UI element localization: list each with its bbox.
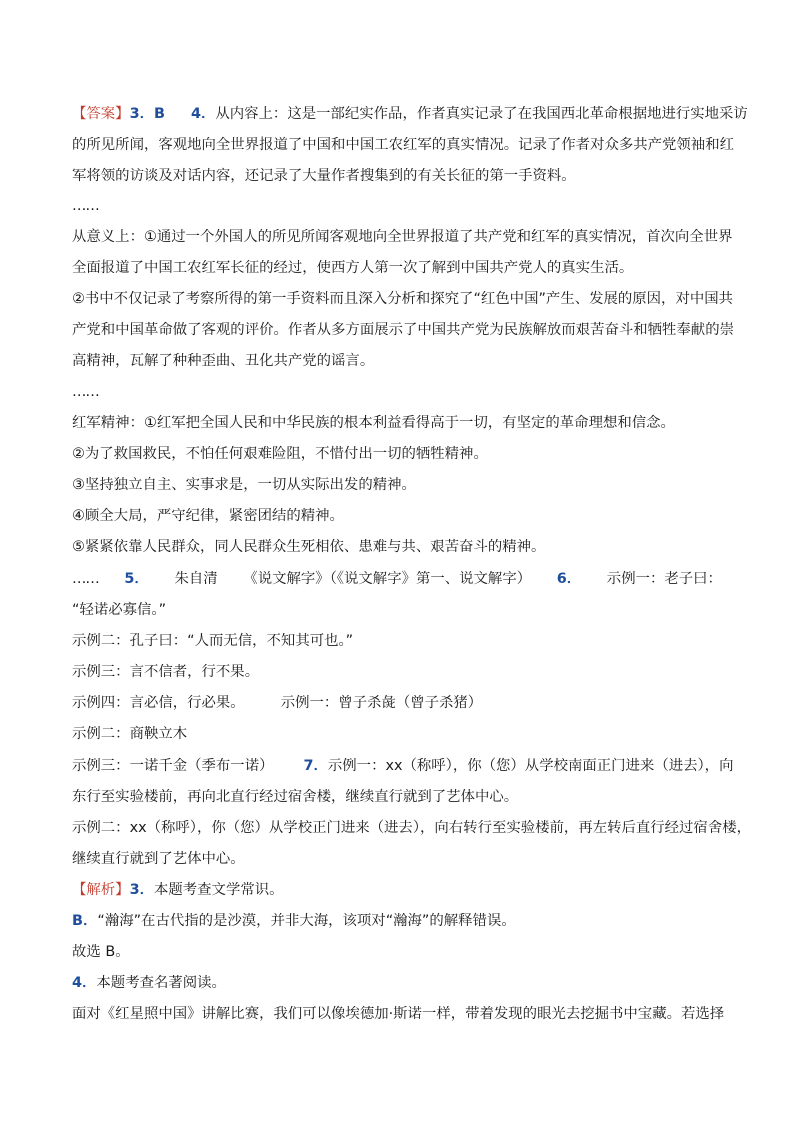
- q4-content-line3: 军将领的访谈及对话内容，还记录了大量作者搜集到的有关长征的第一手资料。: [72, 168, 576, 184]
- q5-q6-line: [72, 569, 722, 589]
- ellipsis-3: ……: [72, 571, 99, 587]
- meaning2-line2: 产党和中国革命做了客观的评价。作者从多方面展示了中国共产党为民族解放而艰苦奋斗和牺牲奉献的崇: [72, 322, 734, 338]
- q3-answer: B: [153, 106, 165, 122]
- meaning-line2: 全面报道了中国工农红军长征的经过，使西方人第一次了解到中国共产党人的真实生活。: [72, 260, 634, 276]
- q4-content-line1: 从内容上：这是一部纪实作品，作者真实记录了在我国西北革命根据地进行实地采访: [215, 106, 748, 122]
- answer-tag: 【答案】: [72, 106, 130, 122]
- analysis-q3-number: 3．: [129, 882, 154, 898]
- spirit-line2: ②为了救国救民，不怕任何艰难险阻，不惜付出一切的牺牲精神。: [72, 446, 488, 462]
- q6b-example1: 示例一：曾子杀彘（曾子杀猪）: [280, 695, 483, 711]
- q4-number: 4．: [190, 106, 216, 122]
- q6b-q7-line: [72, 756, 733, 776]
- q6-example1-start: 示例一：老子曰：: [606, 571, 722, 587]
- answer-header-line: [72, 104, 748, 124]
- spirit-line4: ④顾全大局，严守纪律，紧密团结的精神。: [72, 508, 344, 524]
- q6-example2: 示例二：孔子曰：“人而无信，不知其可也。”: [72, 633, 354, 649]
- meaning2-line1: ②书中不仅记录了考察所得的第一手资料而且深入分析和探究了“红色中国”产生、发展的原因，对中国共: [72, 291, 734, 307]
- q6-example3: 示例三：言不信者，行不果。: [72, 664, 260, 680]
- q6-example1-end: “轻诺必寡信。”: [72, 602, 167, 618]
- analysis-q3-text: 本题考查文学常识。: [153, 882, 284, 898]
- q6-example4: 示例四：言必信，行必果。: [72, 695, 245, 711]
- analysis-q4-line: [72, 973, 226, 993]
- analysis-q4-line1: 面对《红星照中国》讲解比赛，我们可以像埃德加·斯诺一样，带着发现的眼光去挖掘书中宝藏。若选择: [72, 1006, 725, 1022]
- meaning-line1: 从意义上：①通过一个外国人的所见所闻客观地向全世界报道了共产党和红军的真实情况，首次向全世界: [72, 229, 733, 245]
- q5-book: 《说文解字》（《说文解字》第一、说文解字）: [243, 571, 532, 587]
- q6b-example2: 示例二：商鞅立木: [72, 726, 188, 742]
- analysis-header-line: [72, 880, 284, 900]
- analysis-q3-explain: “瀚海”在古代指的是沙漠，并非大海，该项对“瀚海”的解释错误。: [97, 913, 516, 929]
- spirit-line1: 红军精神：①红军把全国人民和中华民族的根本利益看得高于一切，有坚定的革命理想和信念。: [72, 415, 675, 431]
- q6b-example3: 示例三：一诺千金（季布一诺）: [72, 758, 274, 774]
- q6-number: 6．: [556, 571, 582, 587]
- q7-example1-line1: 示例一：xx（称呼），你（您）从学校南面正门进来（进去），向: [327, 758, 734, 774]
- analysis-q3-option: B．: [72, 913, 98, 929]
- meaning2-line3: 高精神，瓦解了种种歪曲、丑化共产党的谣言。: [72, 353, 375, 369]
- analysis-q3-choose: 故选 B。: [72, 944, 130, 960]
- q6-example4-line: [72, 693, 482, 713]
- analysis-q4-number: 4．: [72, 975, 97, 991]
- q5-number: 5．: [124, 571, 149, 587]
- q5-author: 朱自清: [174, 571, 218, 587]
- q7-number: 7．: [303, 758, 328, 774]
- analysis-tag: 【解析】: [72, 882, 130, 898]
- q3-number: 3．: [129, 106, 154, 122]
- spirit-line5: ⑤紧紧依靠人民群众，同人民群众生死相依、患难与共、艰苦奋斗的精神。: [72, 539, 546, 555]
- spirit-line3: ③坚持独立自主、实事求是，一切从实际出发的精神。: [72, 477, 416, 493]
- analysis-q4-text: 本题考查名著阅读。: [96, 975, 226, 991]
- analysis-q3-explain-line: [72, 911, 516, 931]
- q4-content-line2: 的所见所闻，客观地向全世界报道了中国和中国工农红军的真实情况。记录了作者对众多共产党领袖和红: [72, 137, 734, 153]
- q7-example2-line1: 示例二：xx（称呼），你（您）从学校正门进来（进去），向右转行至实验楼前，再左转后直行经过宿舍楼，: [72, 820, 751, 836]
- q7-example2-line2: 继续直行就到了艺体中心。: [72, 851, 245, 867]
- ellipsis-1: ……: [72, 198, 99, 214]
- q7-example1-line2: 东行至实验楼前，再向北直行经过宿舍楼，继续直行就到了艺体中心。: [72, 789, 519, 805]
- ellipsis-2: ……: [72, 384, 99, 400]
